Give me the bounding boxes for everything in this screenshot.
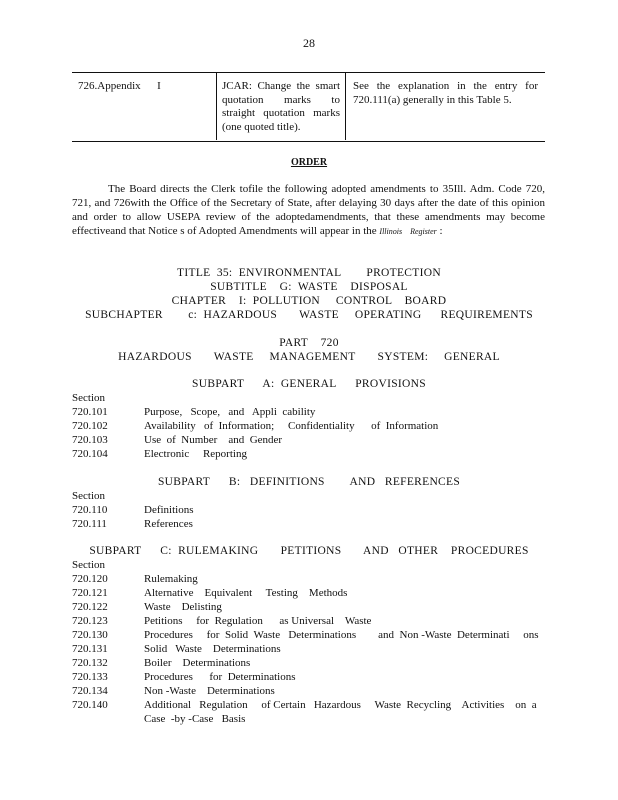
subtitle-heading: SUBTITLE G: WASTE DISPOSAL [210,281,408,293]
section-number: 720.102 [72,420,108,432]
section-number: 720.140 [72,699,108,711]
section-label: Section [72,490,105,502]
part-title: HAZARDOUS WASTE MANAGEMENT SYSTEM: GENERAL [118,351,500,363]
table-divider [216,72,217,140]
section-number: 720.134 [72,685,108,697]
section-number: 720.103 [72,434,108,446]
section-title: Non -Waste Determinations [144,685,275,697]
section-number: 720.120 [72,573,108,585]
section-number: 720.122 [72,601,108,613]
section-number: 720.123 [72,615,108,627]
section-number: 720.131 [72,643,108,655]
table-cell-appendix: 726.Appendix I [78,80,161,92]
section-title: Procedures for Solid Waste Determinations and Non -Waste Determinati ons [144,629,539,641]
section-title: Definitions [144,504,194,516]
table-cell-jcar: JCAR: Change the smart quotation marks to straight quotation marks (one quoted title). [222,80,340,133]
paragraph-italic: Illinois Register [379,227,437,236]
section-label: Section [72,559,105,571]
section-number: 720.130 [72,629,108,641]
section-number: 720.133 [72,671,108,683]
order-heading: ORDER [290,157,328,168]
paragraph-tail: : [436,225,443,237]
section-title: Alternative Equivalent Testing Methods [144,587,348,599]
paragraph-text: The Board directs the Clerk tofile the following adopted amendments to 35Ill. Adm. Code 720, 721, and 726with the Office of the Secretary of State, after delaying 30 days after the date of this opinion and order to allow USEPA review of the adoptedamendments, that these amendments may become effectiveand that Notice s of Adopted Amendments will appear in the [72,183,545,237]
subchapter-heading: SUBCHAPTER c: HAZARDOUS WASTE OPERATING REQUIREMENTS [85,309,533,321]
section-label: Section [72,392,105,404]
section-title: Waste Delisting [144,601,222,613]
section-title: Solid Waste Determinations [144,643,281,655]
order-paragraph [72,182,545,239]
section-title-continuation: Case -by -Case Basis [144,713,246,725]
section-title: Purpose, Scope, and Appli cability [144,406,316,418]
subpart-b-heading: SUBPART B: DEFINITIONS AND REFERENCES [157,476,461,488]
section-number: 720.121 [72,587,108,599]
section-number: 720.111 [72,518,107,530]
page-number: 28 [303,36,315,50]
chapter-heading: CHAPTER I: POLLUTION CONTROL BOARD [171,295,447,307]
title-heading: TITLE 35: ENVIRONMENTAL PROTECTION [177,267,441,279]
section-number: 720.110 [72,504,108,516]
section-title: Availability of Information; Confidentiality of Information [144,420,439,432]
part-heading: PART 720 [279,337,339,349]
table-divider [345,72,346,140]
section-title: Rulemaking [144,573,198,585]
subpart-c-heading: SUBPART C: RULEMAKING PETITIONS AND OTHER PROCEDURES [89,545,529,557]
table-cell-explanation: See the explanation in the entry for 720.111(a) generally in this Table 5. [353,80,538,106]
section-title: References [144,518,193,530]
section-title: Petitions for Regulation as Universal Waste [144,615,372,627]
section-number: 720.132 [72,657,108,669]
section-number: 720.101 [72,406,108,418]
section-title: Procedures for Determinations [144,671,296,683]
subpart-a-heading: SUBPART A: GENERAL PROVISIONS [192,378,426,390]
section-title: Use of Number and Gender [144,434,283,446]
section-title: Electronic Reporting [144,448,247,460]
section-number: 720.104 [72,448,108,460]
section-title: Boiler Determinations [144,657,251,669]
section-title: Additional Regulation of Certain Hazardous Waste Recycling Activities on a [144,699,537,711]
